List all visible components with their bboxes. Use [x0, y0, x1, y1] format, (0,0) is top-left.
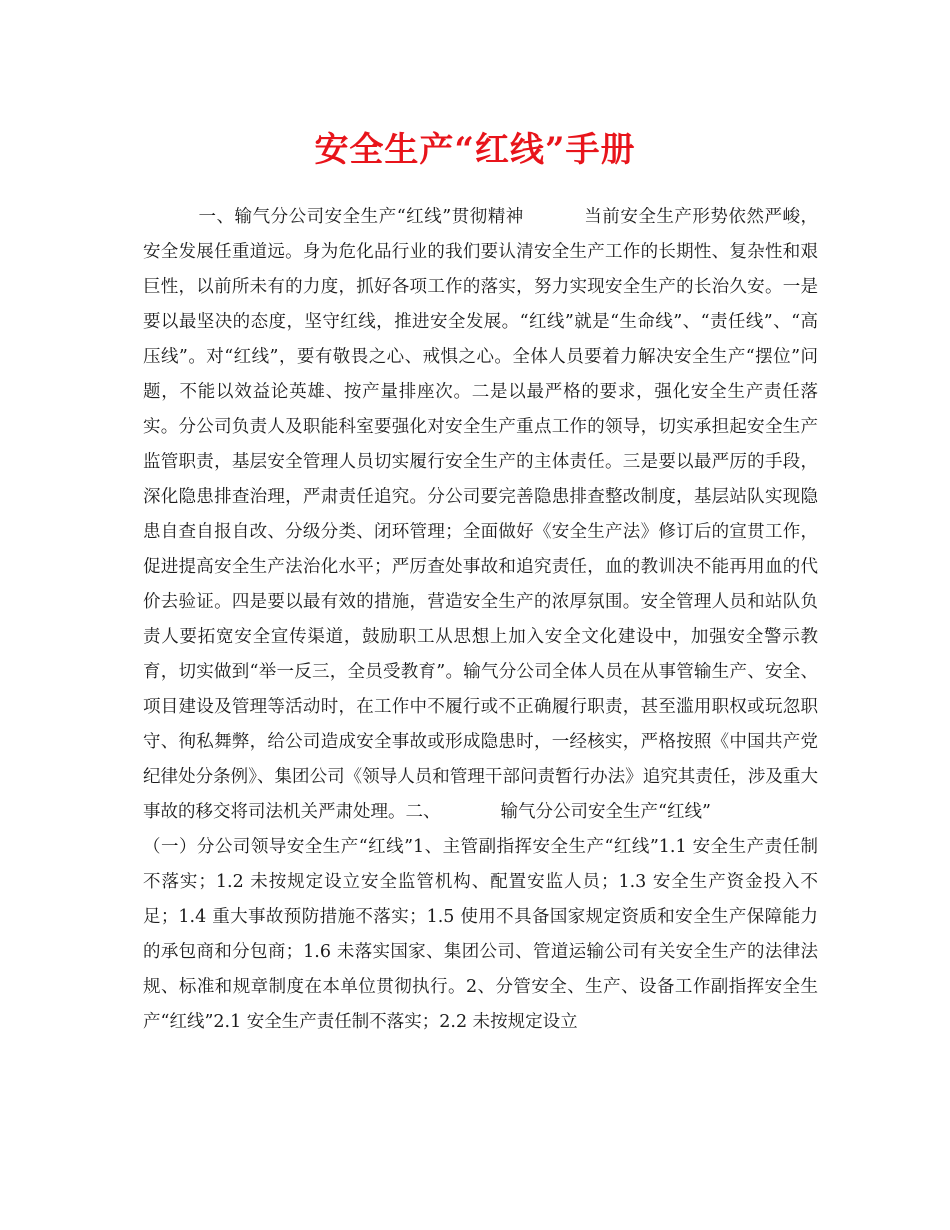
- section2-heading: 输气分公司安全生产“红线”: [500, 802, 711, 822]
- section2-body: （一）分公司领导安全生产“红线”1、主管副指挥安全生产“红线”1.1 安全生产责任制不落实；1.2 未按规定设立安全监管机构、配置安监人员；1.3 安全生产资金投入不足；1.4 重大事故预防措施不落实；1.5 使用不具备国家规定资质和安全生产保障能力的承包商和分包商；1.6 未落实国家、集团公司、管道运输公司有关安全生产的法律法规、标准和规章制度在本单位贯彻执行。2、分管安全、生产、设备工作副指挥安全生产“红线”2.1 安全生产责任制不落实；2.2 未按规定设立: [143, 837, 818, 1032]
- section2-heading-prefix: 二、: [405, 802, 441, 822]
- section1-heading: 一、输气分公司安全生产“红线”贯彻精神: [198, 207, 524, 227]
- section1-body: 当前安全生产形势依然严峻，安全发展任重道远。身为危化品行业的我们要认清安全生产工作的长期性、复杂性和艰巨性，以前所未有的力度，抓好各项工作的落实，努力实现安全生产的长治久安。一是要以最坚决的态度，坚守红线，推进安全发展。“红线”就是“生命线”、“责任线”、“高压线”。对“红线”，要有敬畏之心、戒惧之心。全体人员要着力解决安全生产“摆位”问题，不能以效益论英雄、按产量排座次。二是以最严格的要求，强化安全生产责任落实。分公司负责人及职能科室要强化对安全生产重点工作的领导，切实承担起安全生产监管职责，基层安全管理人员切实履行安全生产的主体责任。三是要以最严厉的手段，深化隐患排查治理，严肃责任追究。分公司要完善隐患排查整改制度，基层站队实现隐患自查自报自改、分级分类、闭环管理；全面做好《安全生产法》修订后的宣贯工作，促进提高安全生产法治化水平；严厉查处事故和追究责任，血的教训决不能再用血的代价去验证。四是要以最有效的措施，营造安全生产的浓厚氛围。安全管理人员和站队负责人要拓宽安全宣传渠道，鼓励职工从思想上加入安全文化建设中，加强安全警示教育，切实做到“举一反三，全员受教育”。输气分公司全体人员在从事管输生产、安全、项目建设及管理等活动时，在工作中不履行或不正确履行职责，甚至滥用职权或玩忽职守、徇私舞弊，给公司造成安全事故或形成隐患时，一经核实，严格按照《中国共产党纪律处分条例》、集团公司《领导人员和管理干部问责暂行办法》追究其责任，涉及重大事故的移交将司法机关严肃处理。: [143, 207, 818, 822]
- document-body: [143, 200, 818, 1040]
- document-title: 安全生产“红线”手册: [314, 130, 636, 170]
